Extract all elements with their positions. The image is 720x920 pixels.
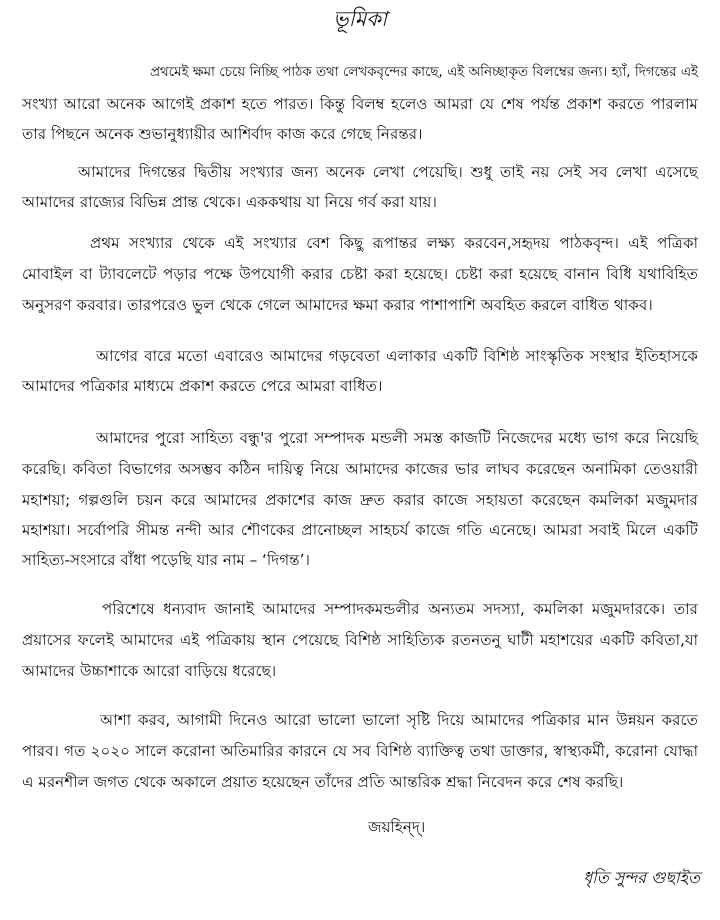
paragraph-line: প্রথমেই ক্ষমা চেয়ে নিচ্ছি পাঠক তথা লেখকবৃন্দের কাছে, এই অনিচ্ছাকৃত বিলম্বের জন্য। হ্যাঁ, দিগন্তের এই xyxy=(150,65,698,80)
paragraph-line: করেছি। কবিতা বিভাগের অসম্ভব কঠিন দায়িত্ব নিয়ে আমাদের কাজের ভার লাঘব করেছেন অনামিকা তেওয়ারী xyxy=(22,460,698,478)
paragraph-line: অনুসরণ করবার। তারপরেও ভুল থেকে গেলে আমাদের ক্ষমা করার পাশাপাশি অবহিত করলে বাধিত থাকব। xyxy=(22,296,653,314)
paragraph-line: পারব। গত ২০২০ সালে করোনা অতিমারির কারনে যে সব বিশিষ্ঠ ব্যাক্তিত্ব তথা ডাক্তার, স্বাস্থ্যকর্মী, করোনা যোদ্ধা xyxy=(22,742,698,760)
paragraph-line: মহাশয়া। সর্বোপরি সীমন্ত নন্দী আর শৌণকের প্রানোচ্ছল সাহচর্য কাজে গতি এনেছে। আমরা সবাই মিলে একটি xyxy=(22,521,698,539)
paragraph-line: এ মরনশীল জগত থেকে অকালে প্রয়াত হয়েছেন তাঁদের প্রতি আন্তরিক শ্রদ্ধা নিবেদন করে শেষ করছি। xyxy=(22,773,624,791)
paragraph-line: প্রয়াসের ফলেই আমাদের এই পত্রিকায় স্থান পেয়েছে বিশিষ্ঠ সাহিত্যিক রতনতনু ঘাটী মহাশয়ের একটি কবিতা,যা xyxy=(22,631,698,649)
paragraph-line: আশা করব, আগামী দিনেও আরো ভালো ভালো সৃষ্টি দিয়ে আমাদের পত্রিকার মান উন্নয়ন করতে xyxy=(100,711,698,729)
paragraph-line: আগের বারে মতো এবারেও আমাদের গড়বেতা এলাকার একটি বিশিষ্ঠ সাংস্কৃতিক সংস্থার ইতিহাসকে xyxy=(96,347,698,365)
paragraph-line: সাহিত্য-সংসারে বাঁধা পড়েছি যার নাম – ‘দিগন্ত’। xyxy=(22,551,310,569)
author-signature: ধৃতি সুন্দর গুছাইত xyxy=(583,868,700,887)
paragraph-line: আমাদের পুরো সাহিত্য বন্ধু'র পুরো সম্পাদক মন্ডলী সমস্ত কাজটি নিজেদের মধ্যে ভাগ করে নিয়েছি xyxy=(96,429,698,447)
paragraph-line: আমাদের উচ্চাশাকে আরো বাড়িয়ে ধরেছে। xyxy=(22,662,277,680)
paragraph-line: মহাশয়া; গল্পগুলি চয়ন করে আমাদের প্রকাশের কাজ দ্রুত করার কাজে সহায়তা করেছেন কমলিকা মজুমদার xyxy=(22,491,698,509)
paragraph-line: মোবাইল বা ট্যাবলেটে পড়ার পক্ষে উপযোগী করার চেষ্টা করা হয়েছে। চেষ্টা করা হয়েছে বানান বিধি যথাবিহিত xyxy=(22,265,698,283)
page-title: ভূমিকা xyxy=(332,7,388,31)
paragraph-line: আমাদের রাজ্যের বিভিন্ন প্রান্ত থেকে। এককথায় যা নিয়ে গর্ব করা যায়। xyxy=(22,193,437,211)
paragraph-line: সংখ্যা আরো অনেক আগেই প্রকাশ হতে পারত। কিন্তু বিলম্ব হলেও আমরা যে শেষ পর্যন্ত প্রকাশ করতে পারলাম xyxy=(22,95,698,113)
paragraph-line: পরিশেষে ধন্যবাদ জানাই আমাদের সম্পাদকমন্ডলীর অন্যতম সদস্যা, কমলিকা মজুমদারকে। তার xyxy=(102,600,698,618)
paragraph-line: তার পিছনে অনেক শুভানুধ্যায়ীর আশির্বাদ কাজ করে গেছে নিরন্তর। xyxy=(22,125,423,143)
paragraph-line: আমাদের পত্রিকার মাধ্যমে প্রকাশ করতে পেরে আমরা বাধিত। xyxy=(22,377,383,395)
paragraph-line: প্রথম সংখ্যার থেকে এই সংখ্যার বেশ কিছু রূপান্তর লক্ষ্য করবেন,সহৃদয় পাঠকবৃন্দ। এই পত্রিকা xyxy=(90,234,698,252)
sign-off: জয়হিন্দ্। xyxy=(368,818,426,836)
paragraph-line: আমাদের দিগন্তের দ্বিতীয় সংখ্যার জন্য অনেক লেখা পেয়েছি। শুধু তাই নয় সেই সব লেখা এসেছে xyxy=(78,163,698,181)
